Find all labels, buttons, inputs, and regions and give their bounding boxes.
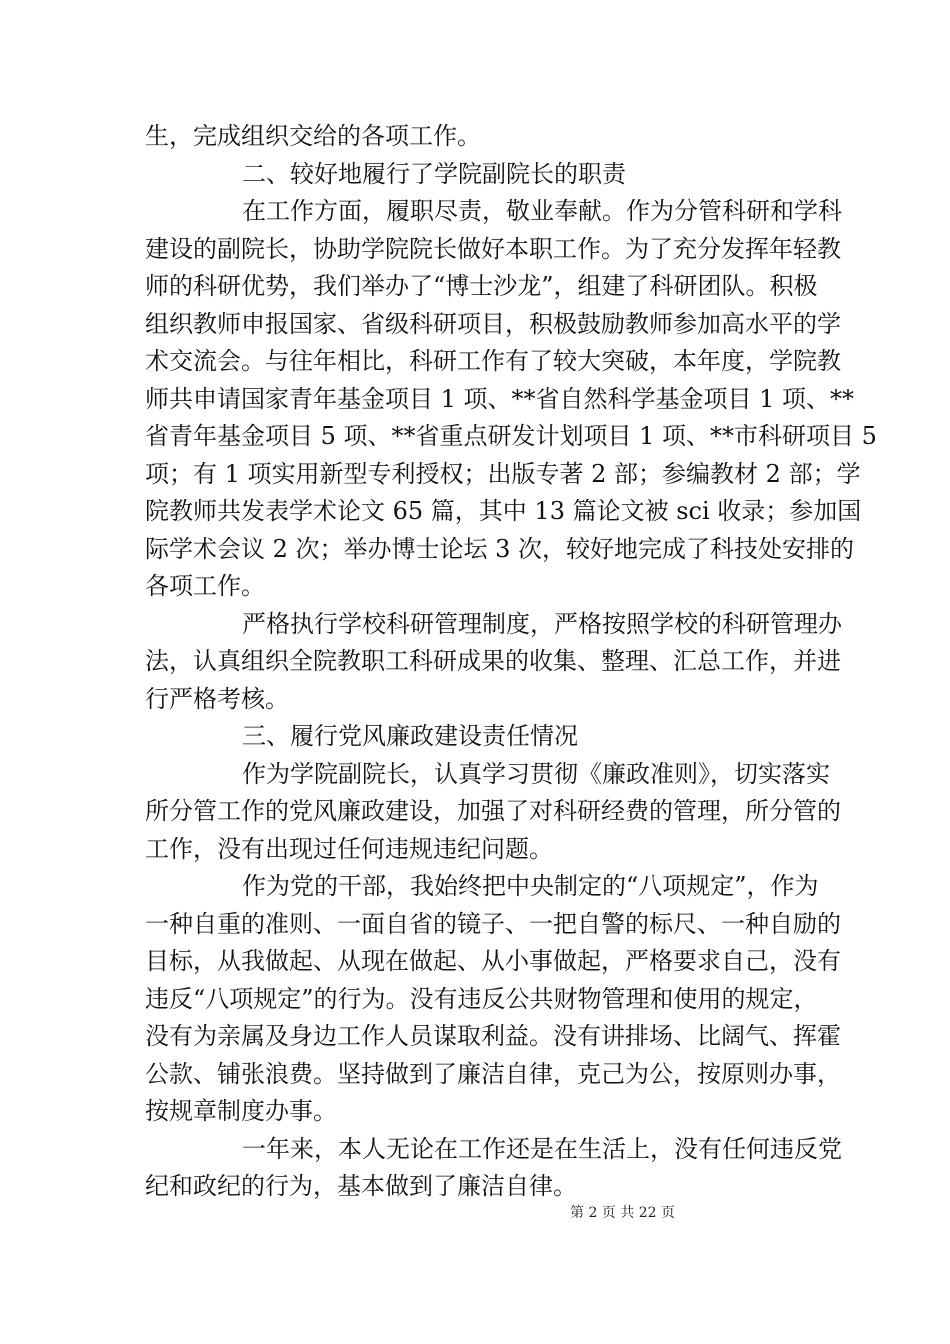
text-line: 没有为亲属及身边工作人员谋取利益。没有讲排场、比阔气、挥霍: [145, 1022, 841, 1050]
text-line: 违反“八项规定”的行为。没有违反公共财物管理和使用的规定，: [145, 984, 818, 1013]
text-line: 严格执行学校科研管理制度，严格按照学校的科研管理办: [242, 609, 842, 638]
text-line: 术交流会。与往年相比，科研工作有了较大突破，本年度，学院教: [145, 347, 841, 375]
text-line: 所分管工作的党风廉政建设，加强了对科研经费的管理，所分管的: [145, 797, 841, 825]
text-line: 作为学院副院长，认真学习贯彻《廉政准则》，切实落实: [242, 759, 830, 788]
text-line: 在工作方面，履职尽责，敬业奉献。作为分管科研和学科: [242, 197, 842, 225]
text-line: 院教师共发表学术论文 65 篇，其中 13 篇论文被 sci 收录；参加国: [145, 497, 862, 525]
text-line: 行严格考核。: [145, 684, 289, 713]
text-line: 师的科研优势，我们举办了“博士沙龙”，组建了科研团队。积极: [145, 272, 818, 300]
document-body: [145, 118, 877, 1206]
text-line: 建设的副院长，协助学院院长做好本职工作。为了充分发挥年轻教: [145, 234, 841, 263]
text-line: 生，完成组织交给的各项工作。: [145, 122, 481, 150]
text-line: 际学术会议 2 次；举办博士论坛 3 次，较好地完成了科技处安排的: [145, 534, 855, 563]
text-line: 作为党的干部，我始终把中央制定的“八项规定”，作为: [242, 872, 819, 900]
text-line: 师共申请国家青年基金项目 1 项、**省自然科学基金项目 1 项、**: [145, 384, 855, 413]
text-line: 法，认真组织全院教职工科研成果的收集、整理、汇总工作，并进: [145, 647, 841, 675]
text-line: 一种自重的准则、一面自省的镜子、一把自警的标尺、一种自励的: [145, 909, 841, 938]
text-line: 工作，没有出现过任何违规违纪问题。: [145, 834, 553, 863]
text-line: 按规章制度办事。: [145, 1097, 337, 1125]
text-line: 项；有 1 项实用新型专利授权；出版专著 2 部；参编教材 2 部；学: [145, 459, 861, 488]
text-line: 纪和政纪的行为，基本做到了廉洁自律。: [145, 1172, 577, 1200]
page-number-footer: 第 2 页 共 22 页: [570, 1205, 675, 1221]
text-line: 公款、铺张浪费。坚持做到了廉洁自律，克己为公，按原则办事，: [145, 1059, 841, 1088]
text-line: 省青年基金项目 5 项、**省重点研发计划项目 1 项、**市科研项目 5: [145, 422, 877, 450]
text-line: 各项工作。: [145, 572, 265, 600]
section-heading: 二、较好地履行了学院副院长的职责: [242, 159, 626, 188]
section-heading: 三、履行党风廉政建设责任情况: [242, 722, 578, 750]
text-line: 一年来，本人无论在工作还是在生活上，没有任何违反党: [242, 1134, 842, 1163]
text-line: 目标，从我做起、从现在做起、从小事做起，严格要求自己，没有: [145, 947, 841, 975]
text-line: 组织教师申报国家、省级科研项目，积极鼓励教师参加高水平的学: [145, 309, 841, 338]
